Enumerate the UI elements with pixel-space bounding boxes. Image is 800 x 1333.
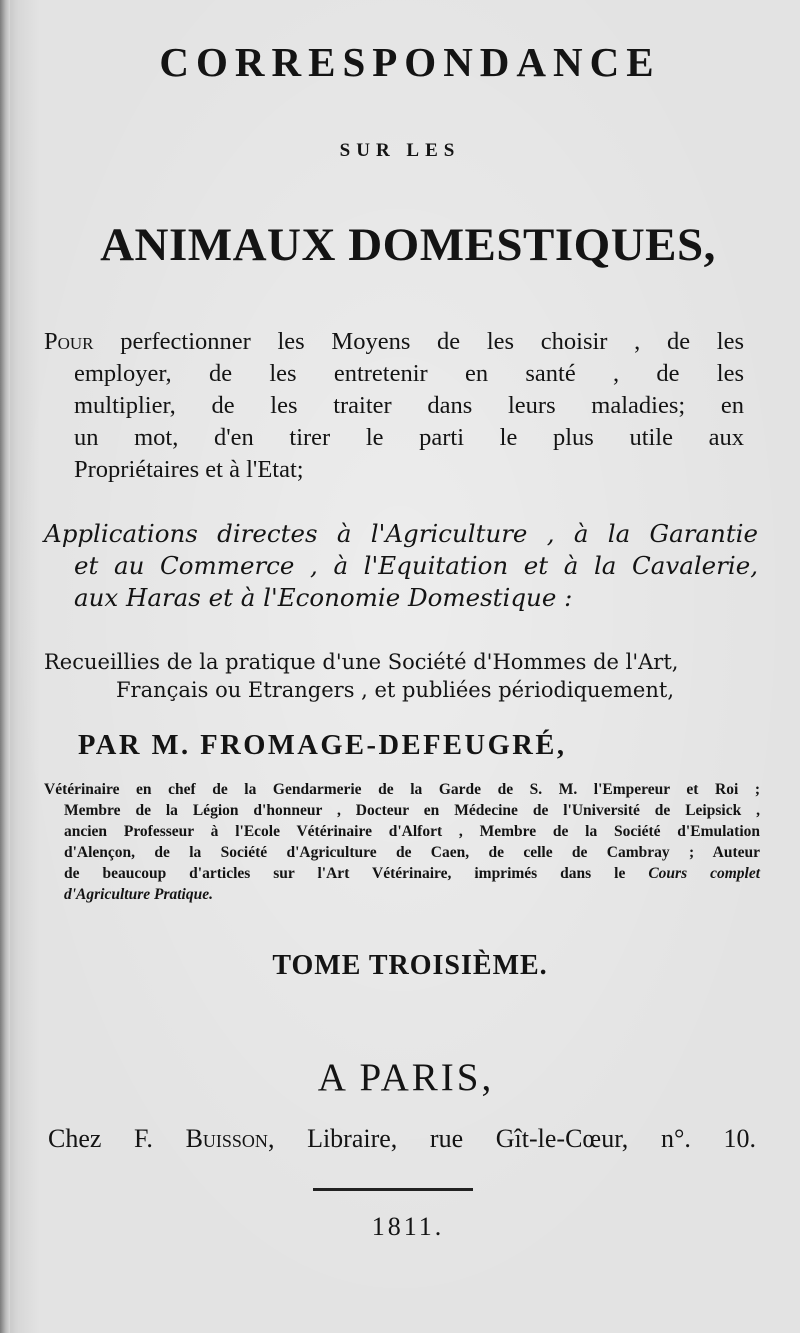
collected-paragraph [44,648,752,704]
applications-line-3: aux Haras et à l'Economie Domestique : [74,583,573,612]
collected-line-2: Français ou Etrangers , et publiées périodiquement, [115,678,674,702]
purpose-line-2: employer, de les entretenir en santé , de les [74,360,744,387]
author-line: PAR M. FROMAGE-DEFEUGRÉ, [78,730,567,761]
publication-year: 1811. [371,1212,445,1241]
title-subject: ANIMAUX DOMESTIQUES, [100,219,716,271]
purpose-line-4: un mot, d'en tirer le parti le plus utile aux [74,424,744,451]
credentials-line-3: ancien Professeur à l'Ecole Vétérinaire d'Alfort , Membre de la Société d'Emulation [64,823,760,840]
applications-line-2: et au Commerce , à l'Equitation et à la Cavalerie, [74,551,758,580]
credentials-line-4: d'Alençon, de la Société d'Agriculture de Caen, de celle de Cambray ; Auteur [64,844,760,861]
title-sur-les: SUR LES [339,140,461,161]
publisher-line: Chez F. Buisson, Libraire, rue Gît-le-Cœur, n°. 10. [48,1124,756,1153]
author-credentials [44,779,760,905]
credentials-line-2: Membre de la Légion d'honneur , Docteur en Médecine de l'Université de Leipsick , [64,802,760,819]
publisher-name: Buisson [185,1124,268,1153]
purpose-paragraph [44,326,744,486]
credentials-line-1: Vétérinaire en chef de la Gendarmerie de la Garde de S. M. l'Empereur et Roi ; [44,781,760,798]
imprint-city: A PARIS, [317,1056,495,1099]
purpose-line-5: Propriétaires et à l'Etat; [74,456,304,483]
purpose-line-1: Pour perfectionner les Moyens de les choisir , de les [44,328,744,355]
applications-paragraph [44,518,758,614]
credentials-line-6: d'Agriculture Pratique. [64,886,213,903]
applications-line-1: Applications directes à l'Agriculture , à la Garantie [44,519,758,548]
title-main: CORRESPONDANCE [159,39,661,85]
credentials-line-5: de beaucoup d'articles sur l'Art Vétérinaire, imprimés dans le Cours complet [64,865,761,882]
purpose-first-word: Pour [44,328,94,355]
volume-title: TOME TROISIÈME. [272,950,548,981]
purpose-line-3: multiplier, de les traiter dans leurs maladies; en [74,392,744,419]
credentials-italic-work: Cours complet [648,865,761,882]
collected-line-1: Recueillies de la pratique d'une Société d'Hommes de l'Art, [44,650,679,674]
imprint-rule [313,1188,473,1191]
book-gutter [0,0,10,1333]
